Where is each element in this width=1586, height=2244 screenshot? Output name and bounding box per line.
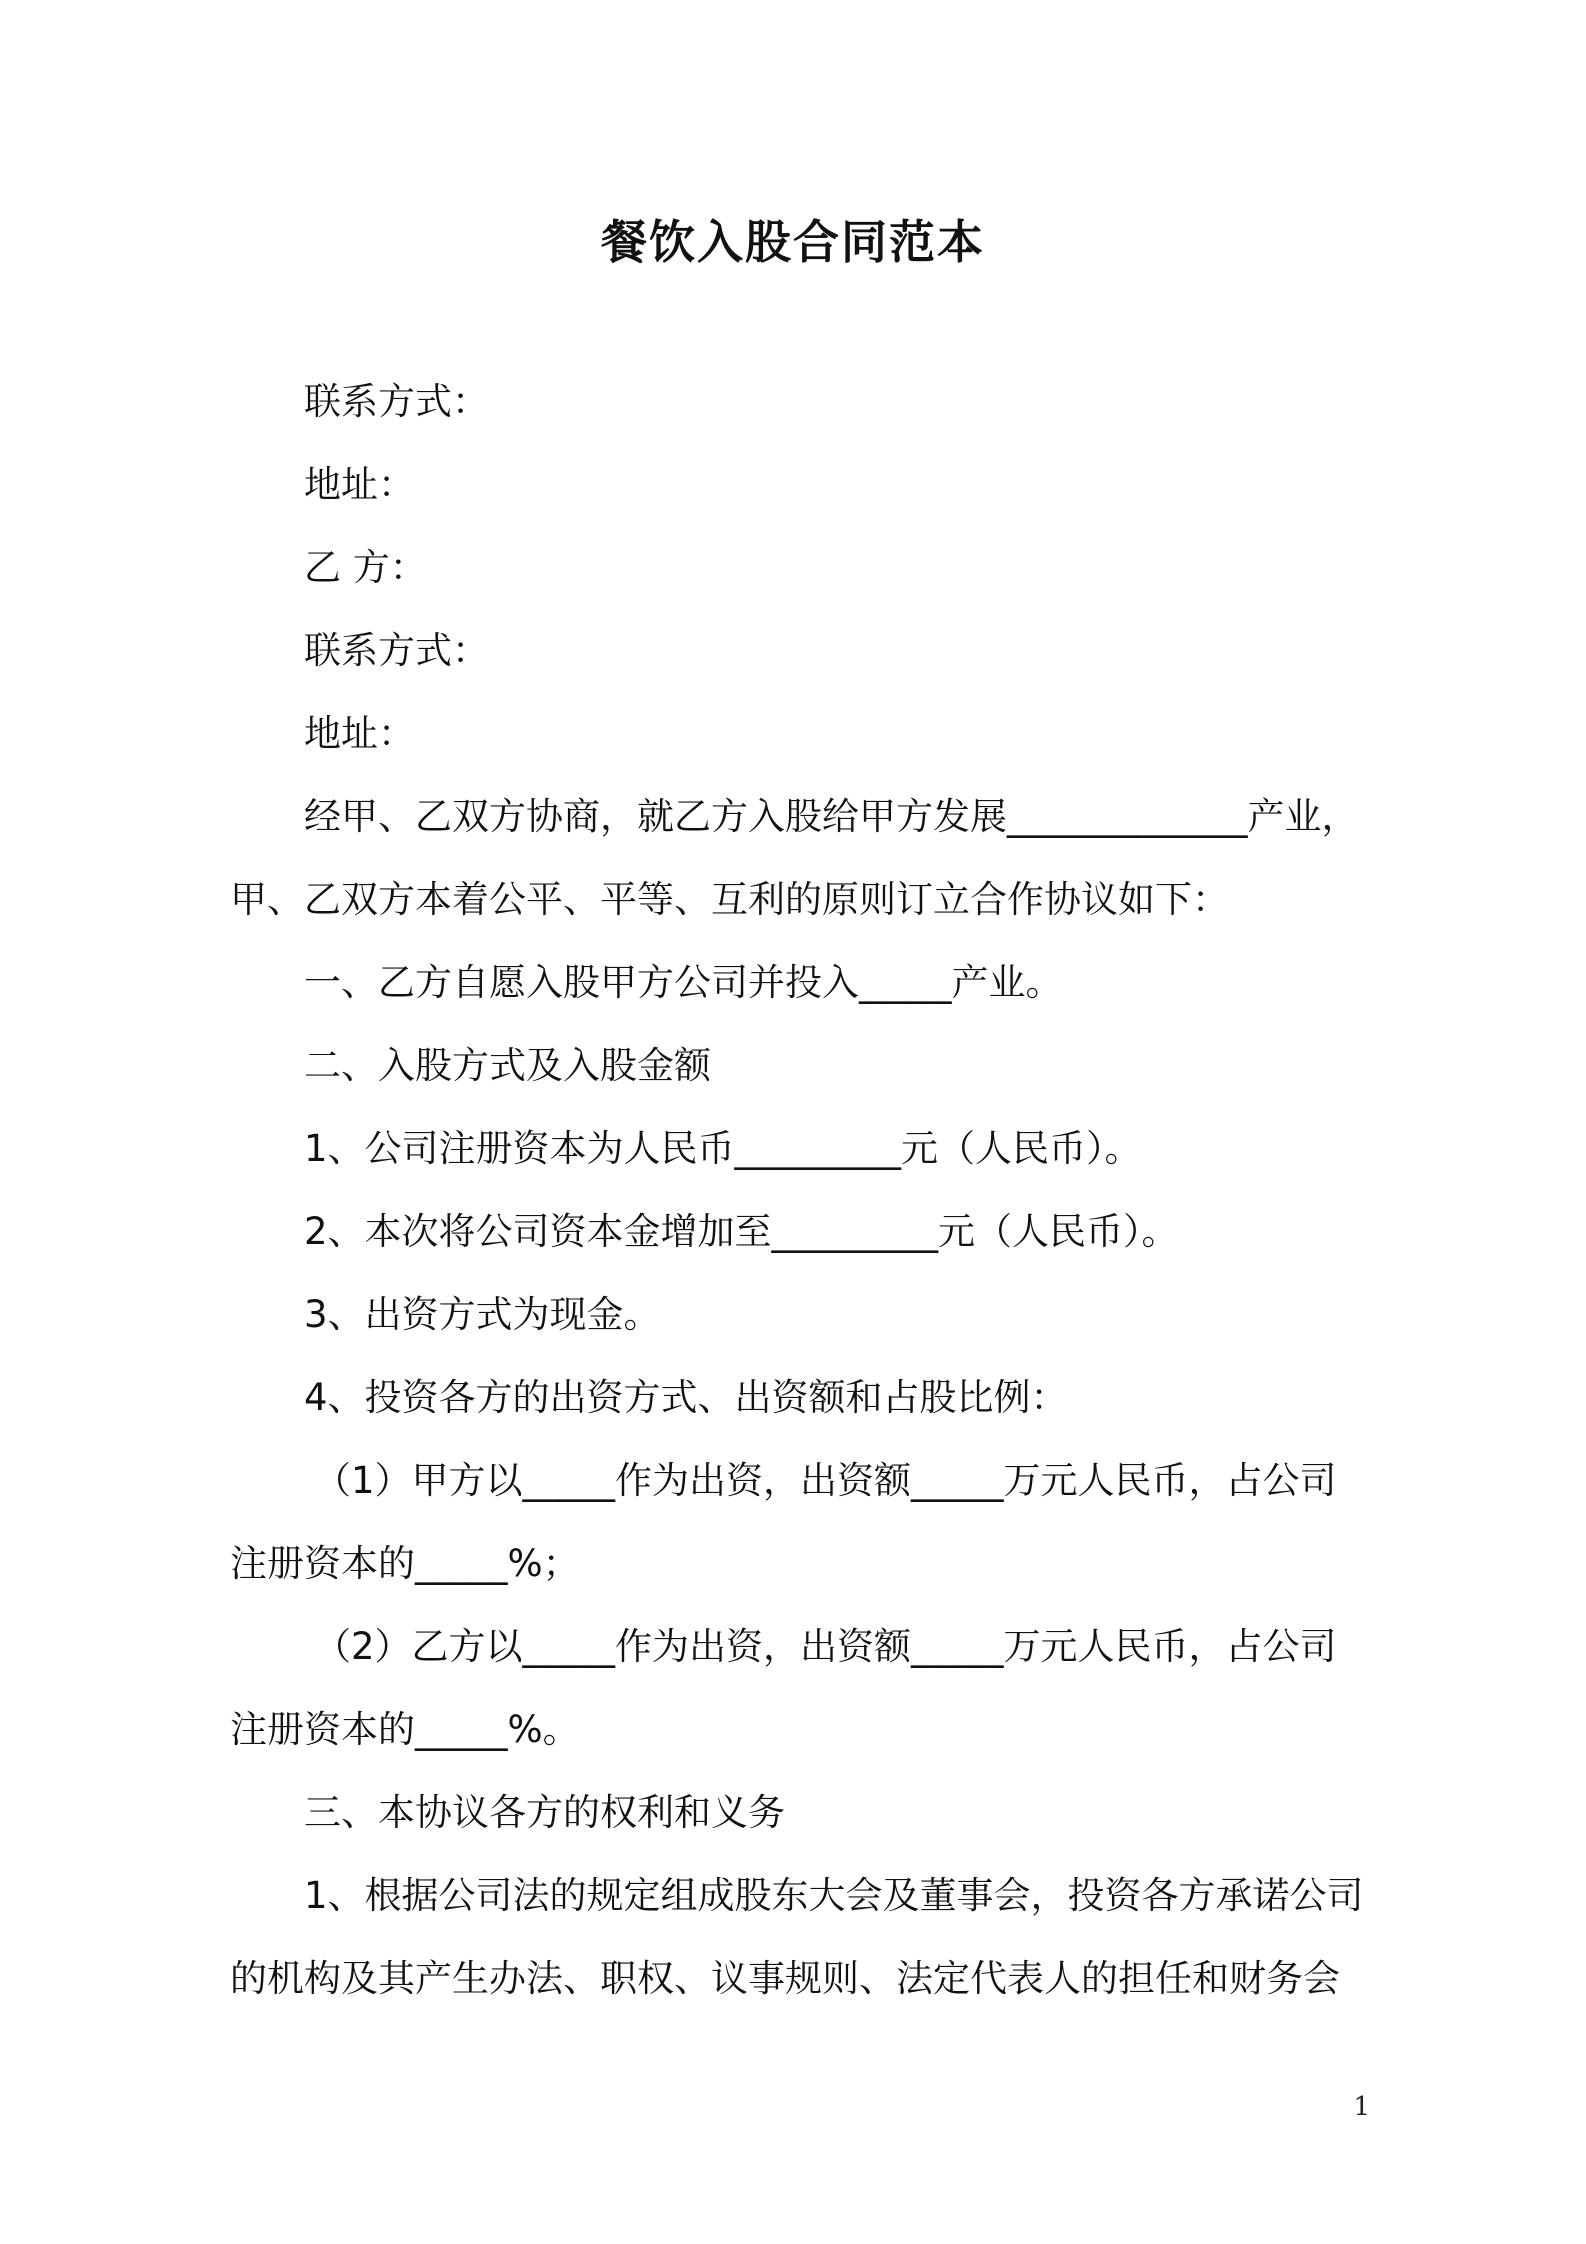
party-a-contribution: （1）甲方以_____作为出资，出资额_____万元人民币，占公司: [314, 1459, 1337, 1502]
clause-2-item-2: 2、本次将公司资本金增加至_________元（人民币）。: [304, 1210, 1179, 1253]
clause-3-item-1: 1、根据公司法的规定组成股东大会及董事会，投资各方承诺公司: [304, 1874, 1364, 1917]
party-b-contribution-continuation: 注册资本的_____%。: [230, 1708, 580, 1751]
clause-2-item-4: 4、投资各方的出资方式、出资额和占股比例：: [304, 1376, 1068, 1419]
clause-3-heading: 三、本协议各方的权利和义务: [304, 1791, 785, 1834]
party-a-contribution-continuation: 注册资本的_____%；: [230, 1542, 580, 1585]
party-b-contribution: （2）乙方以_____作为出资，出资额_____万元人民币，占公司: [314, 1625, 1337, 1668]
party-b-line: 乙 方：: [304, 546, 427, 589]
page-title: 餐饮入股合同范本: [601, 215, 985, 269]
document-body: [230, 360, 1370, 2020]
contact-line: 联系方式：: [304, 629, 489, 672]
address-line: 地址：: [304, 463, 415, 506]
clause-3-item-1-continuation: 的机构及其产生办法、职权、议事规则、法定代表人的担任和财务会: [230, 1957, 1340, 2000]
clause-2-heading: 二、入股方式及入股金额: [304, 1044, 711, 1087]
preamble-line: 经甲、乙双方协商，就乙方入股给甲方发展_____________产业，: [304, 795, 1359, 838]
address-line: 地址：: [304, 712, 415, 755]
clause-2-item-3: 3、出资方式为现金。: [304, 1293, 661, 1336]
preamble-continuation: 甲、乙双方本着公平、平等、互利的原则订立合作协议如下：: [230, 878, 1229, 921]
clause-2-item-1: 1、公司注册资本为人民币_________元（人民币）。: [304, 1127, 1142, 1170]
clause-1-heading: 一、乙方自愿入股甲方公司并投入_____产业。: [304, 961, 1063, 1004]
contact-line: 联系方式：: [304, 380, 489, 423]
page-number: 1: [1353, 2092, 1370, 2122]
